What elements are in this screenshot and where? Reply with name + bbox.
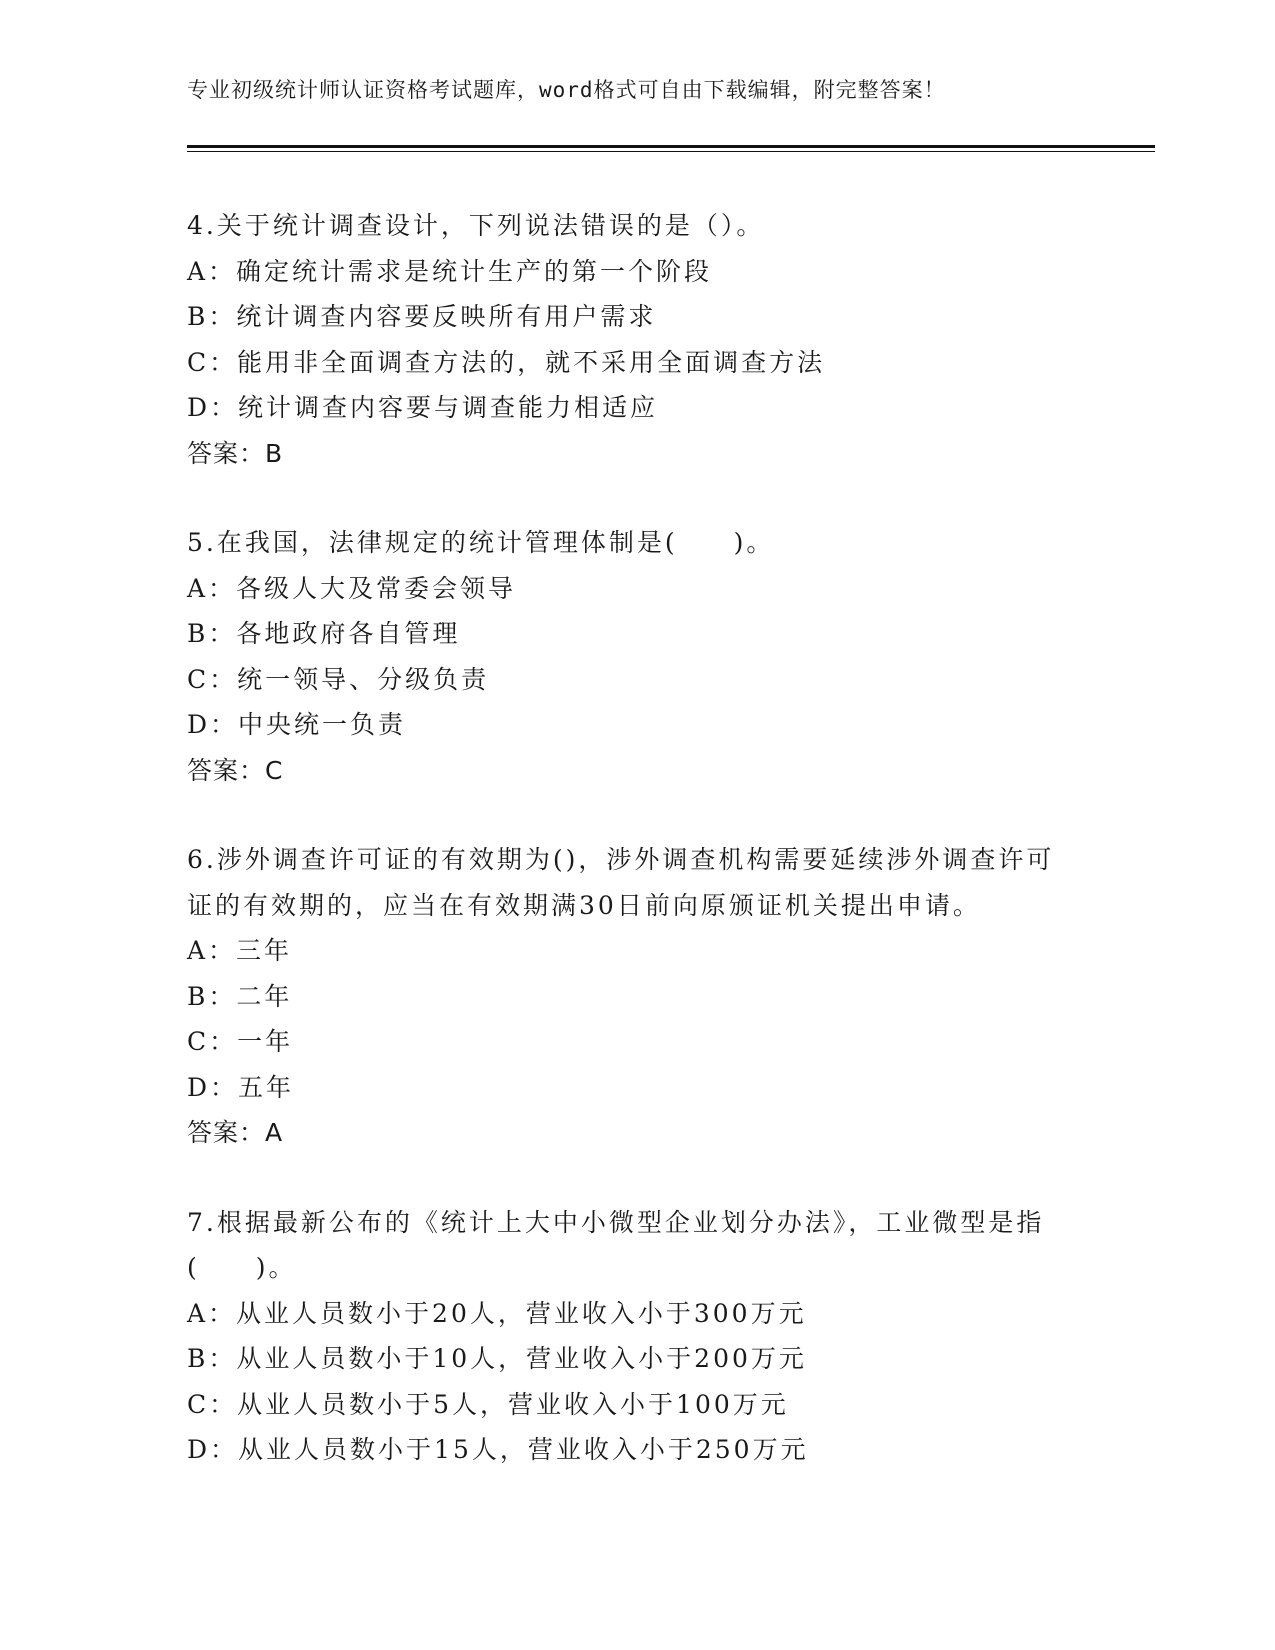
question-6 — [187, 837, 1067, 1156]
header-rule-thick — [187, 145, 1155, 148]
option-a: A：各级人大及常委会领导 — [187, 573, 517, 603]
option-a: A：确定统计需求是统计生产的第一个阶段 — [187, 256, 713, 286]
answer-line: 答案：C — [187, 755, 284, 785]
option-b: B：各地政府各自管理 — [187, 619, 461, 648]
question-stem: 4.关于统计调查设计，下列说法错误的是（）。 — [187, 211, 765, 240]
question-5 — [187, 520, 1067, 793]
question-7 — [187, 1200, 1067, 1473]
header-rule-thin — [187, 151, 1155, 152]
answer-line: 答案：A — [187, 1118, 284, 1147]
option-d: D：统计调查内容要与调查能力相适应 — [187, 393, 659, 422]
option-b: B：统计调查内容要反映所有用户需求 — [187, 302, 657, 331]
option-a: A：三年 — [187, 936, 293, 965]
option-c: C：一年 — [187, 1027, 294, 1056]
question-list — [187, 203, 1067, 1517]
question-4 — [187, 203, 1067, 476]
option-d: D：五年 — [187, 1072, 295, 1102]
option-b: B：从业人员数小于10人，营业收入小于200万元 — [187, 1344, 807, 1373]
option-c: C：统一领导、分级负责 — [187, 664, 490, 694]
option-c: C：能用非全面调查方法的，就不采用全面调查方法 — [187, 347, 826, 377]
answer-line: 答案：B — [187, 438, 284, 468]
option-b: B：二年 — [187, 981, 293, 1011]
question-stem: 6.涉外调查许可证的有效期为()，涉外调查机构需要延续涉外调查许可证的有效期的，应当在有效期满30日前向原颁证机关提出申请。 — [187, 845, 1055, 920]
option-c: C：从业人员数小于5人，营业收入小于100万元 — [187, 1389, 789, 1419]
option-d: D：从业人员数小于15人，营业收入小于250万元 — [187, 1435, 809, 1464]
question-stem: 5.在我国，法律规定的统计管理体制是( )。 — [187, 528, 775, 557]
question-stem: 7.根据最新公布的《统计上大中小微型企业划分办法》，工业微型是指( )。 — [187, 1207, 1045, 1282]
option-a: A：从业人员数小于20人，营业收入小于300万元 — [187, 1298, 807, 1328]
option-d: D：中央统一负责 — [187, 710, 407, 739]
page-header: 专业初级统计师认证资格考试题库，word格式可自由下载编辑，附完整答案！ — [187, 78, 946, 102]
